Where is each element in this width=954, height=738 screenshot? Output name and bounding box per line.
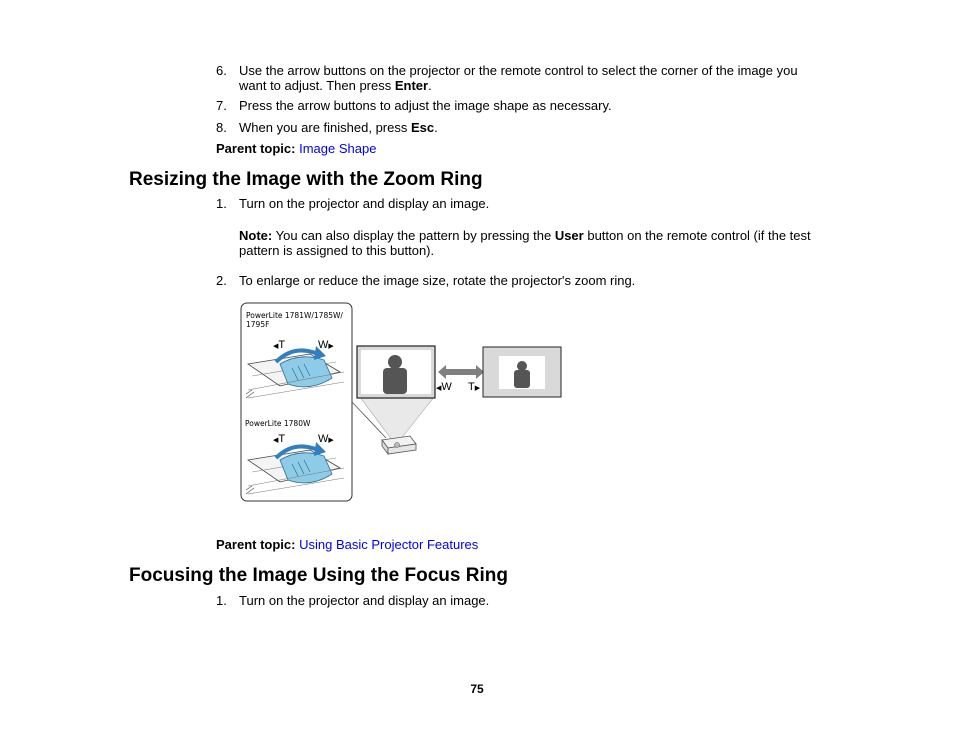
step-text — [239, 98, 829, 113]
t-label: T — [468, 381, 475, 393]
note-text: button on the remote control (if the test pattern is assigned to this button). — [239, 228, 811, 258]
w-label: W — [441, 381, 452, 393]
step-number: 1. — [216, 196, 227, 211]
w-label: W — [318, 433, 329, 445]
tele-label — [273, 433, 285, 447]
left-arrow-icon: ◀ — [273, 343, 279, 350]
step-text-part: . — [434, 120, 438, 135]
note-text: You can also display the pattern by pressing the — [275, 228, 555, 243]
note — [239, 228, 829, 258]
model-label: PowerLite 1781W/1785W/ 1795F — [246, 311, 343, 329]
parent-topic-label: Parent topic: — [216, 141, 296, 156]
step-text: To enlarge or reduce the image size, rotate the projector's zoom ring. — [239, 273, 636, 288]
parent-topic-link[interactable]: Using Basic Projector Features — [299, 537, 479, 552]
parent-topic — [216, 141, 376, 156]
wide-label — [318, 339, 334, 353]
step-text — [239, 63, 819, 93]
projector-icon — [382, 436, 416, 454]
page-number: 75 — [470, 682, 484, 696]
key-name: Enter — [394, 78, 429, 93]
step-text: Turn on the projector and display an image. — [239, 593, 490, 608]
parent-topic-label: Parent topic: — [216, 537, 296, 552]
step-number: 1. — [216, 593, 227, 608]
zoom-double-arrow — [438, 365, 484, 379]
step-text-part: . — [428, 78, 432, 93]
t-label: T — [278, 339, 286, 351]
step-text — [239, 120, 829, 135]
tele-label — [273, 339, 285, 353]
step-text-part: When you are finished, press — [239, 120, 411, 135]
step-text-part: Press the arrow buttons to adjust the image shape as necessary. — [239, 98, 612, 113]
right-arrow-icon: ▶ — [474, 385, 481, 392]
button-name: User — [554, 228, 584, 243]
step-text-part: Use the arrow buttons on the projector or the remote control to select the corner of the image you want to adjust. Then press — [239, 63, 798, 93]
step-number: 2. — [216, 273, 227, 288]
section-heading: Focusing the Image Using the Focus Ring — [129, 565, 508, 586]
note-label: Note: — [239, 228, 273, 243]
step-number: 6. — [216, 63, 227, 78]
zoom-ring-svg — [240, 302, 564, 502]
step-text: Turn on the projector and display an image. — [239, 196, 490, 211]
key-name: Esc — [410, 120, 435, 135]
w-label: W — [318, 339, 329, 351]
wide-label — [318, 433, 334, 447]
step-number: 8. — [216, 120, 227, 135]
right-arrow-icon: ▶ — [328, 343, 334, 350]
step-number: 7. — [216, 98, 227, 113]
section-heading: Resizing the Image with the Zoom Ring — [129, 169, 483, 190]
model-label: PowerLite 1780W — [245, 419, 311, 428]
t-label: T — [278, 433, 286, 445]
projection-beam — [360, 397, 434, 440]
right-arrow-icon: ▶ — [328, 437, 334, 444]
left-arrow-icon: ◀ — [273, 437, 279, 444]
parent-topic — [216, 537, 478, 552]
tele-arrow-label — [468, 381, 480, 395]
zoom-ring-illustration — [240, 302, 564, 502]
left-arrow-icon: ◀ — [436, 385, 442, 392]
wide-arrow-label — [436, 381, 452, 395]
parent-topic-link[interactable]: Image Shape — [299, 141, 377, 156]
